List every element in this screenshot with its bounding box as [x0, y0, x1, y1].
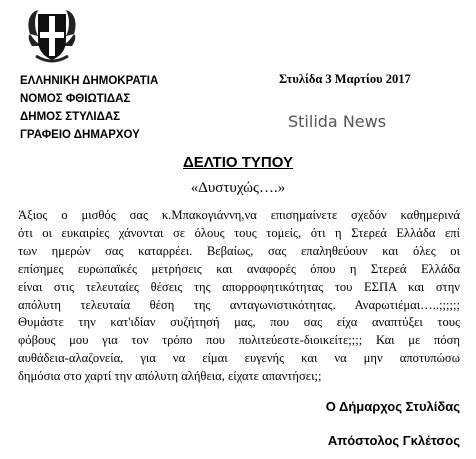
body-line: είναι στις τελευταίες θέσεις της απορροφητικότητας του ΕΣΠΑ και στην	[18, 279, 460, 294]
document-title: ΔΕΛΤΙΟ ΤΥΠΟΥ	[183, 154, 293, 171]
greek-coat-of-arms-icon	[24, 6, 80, 66]
body-line: επίσημες ευρωπαϊκές μετρήσεις και αναφορές όπου η Στερεά Ελλάδα	[18, 261, 460, 276]
signature-role: Ο Δήμαρχος Στυλίδας	[325, 399, 460, 414]
body-line: των ημερών σας καταρρέει. Βεβαίως, σας επαληθεύουν και όλες οι	[18, 243, 460, 258]
org-line-country: ΕΛΛΗΝΙΚΗ ΔΗΜΟΚΡΑΤΙΑ	[20, 75, 159, 87]
body-line: φόβους μου για τον τρόπο που πολιτεύεστε-διοικείτε;;;; Και με πόση	[18, 333, 460, 348]
org-line-office: ΓΡΑΦΕΙΟ ΔΗΜΑΡΧΟΥ	[20, 129, 140, 141]
document-date: Στυλίδα 3 Μαρτίου 2017	[279, 72, 411, 86]
organization-header	[20, 72, 158, 144]
body-text	[18, 207, 460, 386]
body-line: Θυμάστε την κατ'ιδίαν συζήτησή μας, που σας είχα αναπτύξει τους	[18, 315, 460, 330]
body-line: δημόσια στο χαρτί την απόλυτη αλήθεια, είχατε απαντήσει;;	[18, 369, 322, 384]
watermark: Stilida News	[288, 112, 387, 131]
org-line-prefecture: ΝΟΜΟΣ ΦΘΙΩΤΙΔΑΣ	[20, 93, 131, 105]
body-line: απόλυτη τελευταία θέση της ανταγωνιστικότητας. Αναρωτιέμαι…..;;;;;;	[18, 297, 460, 312]
org-line-municipality: ΔΗΜΟΣ ΣΤΥΛΙΔΑΣ	[20, 111, 121, 123]
document-subtitle: «Δυστυχώς….»	[190, 180, 286, 196]
signature-name: Απόστολος Γκλέτσος	[327, 433, 460, 448]
body-line: ότι οι ευκαιρίες χάνονται σε όλους τους τομείς, ότι η Στερεά Ελλάδα επί	[18, 225, 460, 240]
body-line: Άξιος ο μισθός σας κ.Μπακογιάννη,να επισημαίνετε σχεδόν καθημερινά	[18, 208, 460, 222]
body-line: αυθάδεια-αλαζονεία, για να είμαι ευγενής και να μην αποτυπώσω	[18, 351, 460, 366]
